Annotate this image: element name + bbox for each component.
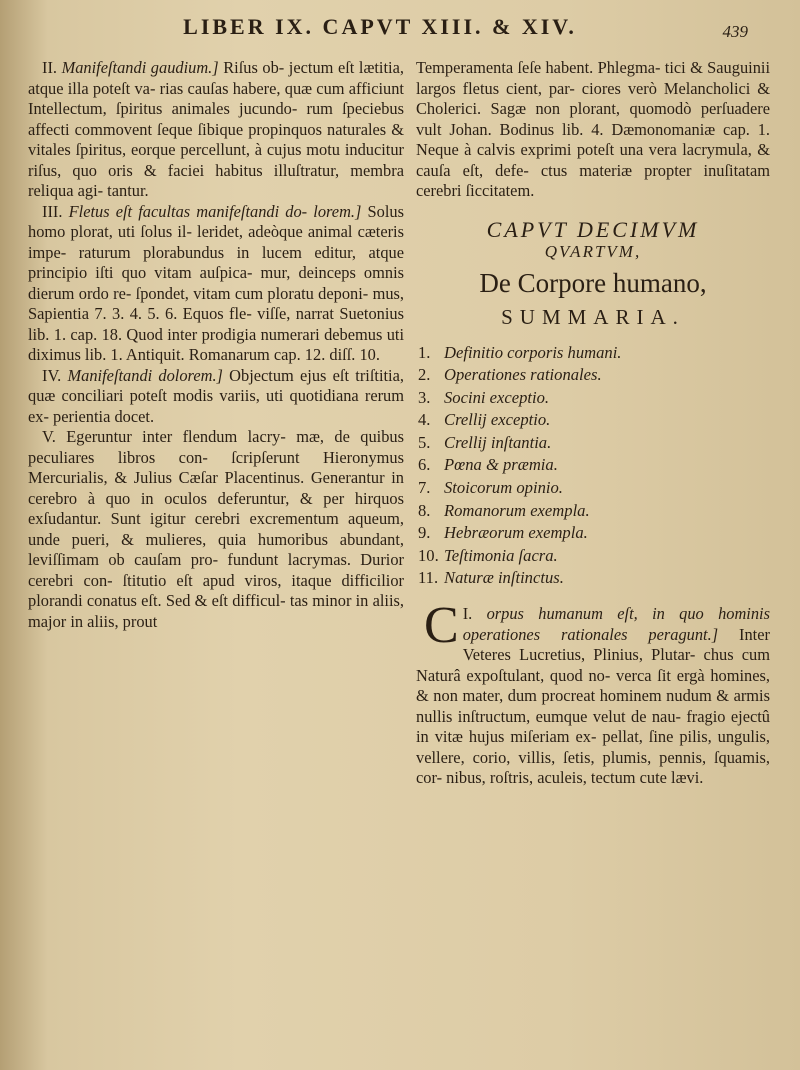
continuation-paragraph: Temperamenta ſeſe habent. Phlegma- tici & Sauguinii largos fletus cient, par- ciores verò Melancholici & Cholerici. Sagæ non plorant, quomodò perſuadere vult Johan. Bodinus lib. 4. Dæmonomaniæ cap. 1. Neque à calvis exprimi poteſt una vera lacrymula, & cauſa eſt, defe- ctus materiæ propter inuſitatam cerebri ſiccitatem. xyxy=(416,58,770,200)
summary-item xyxy=(418,432,770,455)
paragraph-number: I. xyxy=(462,604,473,624)
paragraph-heading: Fletus eſt facultas manifeſtandi do- lorem.] xyxy=(68,201,362,221)
summary-number: 9. xyxy=(418,523,431,543)
summary-text: Definitio corporis humani. xyxy=(444,342,622,362)
paragraph-text: Egeruntur inter flendum lacry- mæ, de quibus peculiares libros con- ſcripſerunt Hieronymus Mercurialis, & Julius Cæſar Placentinus. Generantur in cerebro à quo in oculos deferuntur, & per hirquos exſudantur. Sunt igitur cerebri excrementum aqueum, unde pueri, & mulieres, quia humoribus abundant, leviſſimam ob cauſam pro- fundunt lacrymas. Durior cerebri con- ſtitutio eſt apud viros, itaque difficilior plorandi conatus eſt. Sed & eſt difficul- tas minor in aliis, major in aliis, prout xyxy=(28,427,404,631)
paragraph-number: IV. xyxy=(42,365,62,385)
summary-item xyxy=(418,477,770,500)
running-head: LIBER IX. CAPVT XIII. & XIV. xyxy=(183,14,577,39)
chapter-heading: CAPVT DECIMVM xyxy=(486,216,700,242)
drop-capital: C xyxy=(424,597,459,655)
paragraph-ii xyxy=(28,58,404,202)
summary-number: 5. xyxy=(418,432,431,452)
summary-item xyxy=(418,545,770,568)
definition-text: orpus humanum eſt, in quo hominis operationes rationales peragunt.] xyxy=(462,604,770,644)
summary-item xyxy=(418,342,770,365)
summary-number: 11. xyxy=(418,568,439,588)
right-column xyxy=(416,58,770,789)
summary-text: Pœna & præmia. xyxy=(444,455,558,475)
chapter-title: De Corpore humano, xyxy=(479,267,707,298)
paragraph-number: V. xyxy=(42,427,56,446)
summary-number: 3. xyxy=(418,387,431,407)
chapter-subheading: QVARTVM, xyxy=(544,242,642,261)
summary-number: 7. xyxy=(418,478,431,498)
summary-text: Crellij exceptio. xyxy=(444,410,551,430)
left-column xyxy=(28,58,404,632)
paragraph-number: III. xyxy=(42,201,63,221)
paragraph-text: Riſus ob- jectum eſt lætitia, atque illa poteſt va- rias cauſas habere, quæ cum afficiunt Intellectum, ſpiritus animales jucundo- rum ſpeciebus affecti commovent ſeque ſibique propinquos naturales & vitales ſpiritus, eorque percellunt, à cujus motu inducitur riſus, quo oris & faciei habitus illuſtratur, membra reliqua agi- tantur. xyxy=(28,58,404,200)
paragraph-iv xyxy=(28,366,404,428)
summary-number: 10. xyxy=(418,545,439,565)
summary-number: 4. xyxy=(418,410,431,430)
summary-number: 8. xyxy=(418,500,431,520)
summary-item xyxy=(418,409,770,432)
summary-text: Hebræorum exempla. xyxy=(444,523,588,543)
summary-item xyxy=(418,454,770,477)
paragraph-text: Inter Veteres Lucretius, Plinius, Plutar- chus cum Naturâ expoſtulant, quod no- verca ſit ergà homines, & non mater, dum procreat hominem nudum & armis nullis inſtructum, eumque velut de nau- fragio ejectû in vitæ hujus miſeriam ex- pellat, ſine pilis, ungulis, vellere, corio, villis, ſetis, plumis, pennis, ſquamis, cor- nibus, roſtris, aculeis, tectum cute lævi. xyxy=(416,624,770,788)
chapter-body-paragraph xyxy=(416,597,770,789)
summary-item xyxy=(418,567,770,590)
paragraph-text: Solus homo plorat, uti ſolus il- leridet, adeòque animal cæteris impe- raturum plorabundus in lucem editur, atque principio iſti quo vitam auſpica- mur, deinceps omnis dierum ordo re- ſpondet, vitam cum ploratu deponi- mus, Sapientia 7. 3. 4. 5. 6. Equos fle- viſſe, narrat Suetonius lib. 1. cap. 18. Quod inter prodigia numerari debemus uti diximus lib. 1. Antiquit. Romanarum cap. 12. diſſ. 10. xyxy=(28,201,404,364)
summary-heading: SUMMARIA. xyxy=(501,305,685,329)
summary-list xyxy=(416,342,770,591)
summary-number: 2. xyxy=(418,365,431,385)
paragraph-v xyxy=(28,427,404,632)
summary-text: Romanorum exempla. xyxy=(444,500,590,520)
paragraph-number: II. xyxy=(42,58,58,77)
summary-text: Socini exceptio. xyxy=(444,387,550,407)
paragraph-text: Objectum ejus eſt triſtitia, quæ conciliari poteſt modis variis, uti quotidiana rerum ex- perientia docet. xyxy=(28,365,404,426)
paragraph-iii xyxy=(28,202,404,366)
paragraph-heading: Manifeſtandi dolorem.] xyxy=(67,365,223,385)
page-header xyxy=(0,14,800,50)
summary-item xyxy=(418,364,770,387)
summary-text: Naturæ inſtinctus. xyxy=(444,568,564,588)
summary-text: Operationes rationales. xyxy=(444,365,602,385)
summary-text: Crellij inſtantia. xyxy=(444,432,552,452)
summary-item xyxy=(418,522,770,545)
summary-text: Stoicorum opinio. xyxy=(444,478,563,498)
paragraph-heading: Manifeſtandi gaudium.] xyxy=(61,58,219,77)
summary-text: Teſtimonia ſacra. xyxy=(444,545,558,565)
summary-item xyxy=(418,387,770,410)
summary-number: 1. xyxy=(418,342,431,362)
summary-number: 6. xyxy=(418,455,431,475)
page-number: 439 xyxy=(722,22,748,41)
summary-item xyxy=(418,500,770,523)
